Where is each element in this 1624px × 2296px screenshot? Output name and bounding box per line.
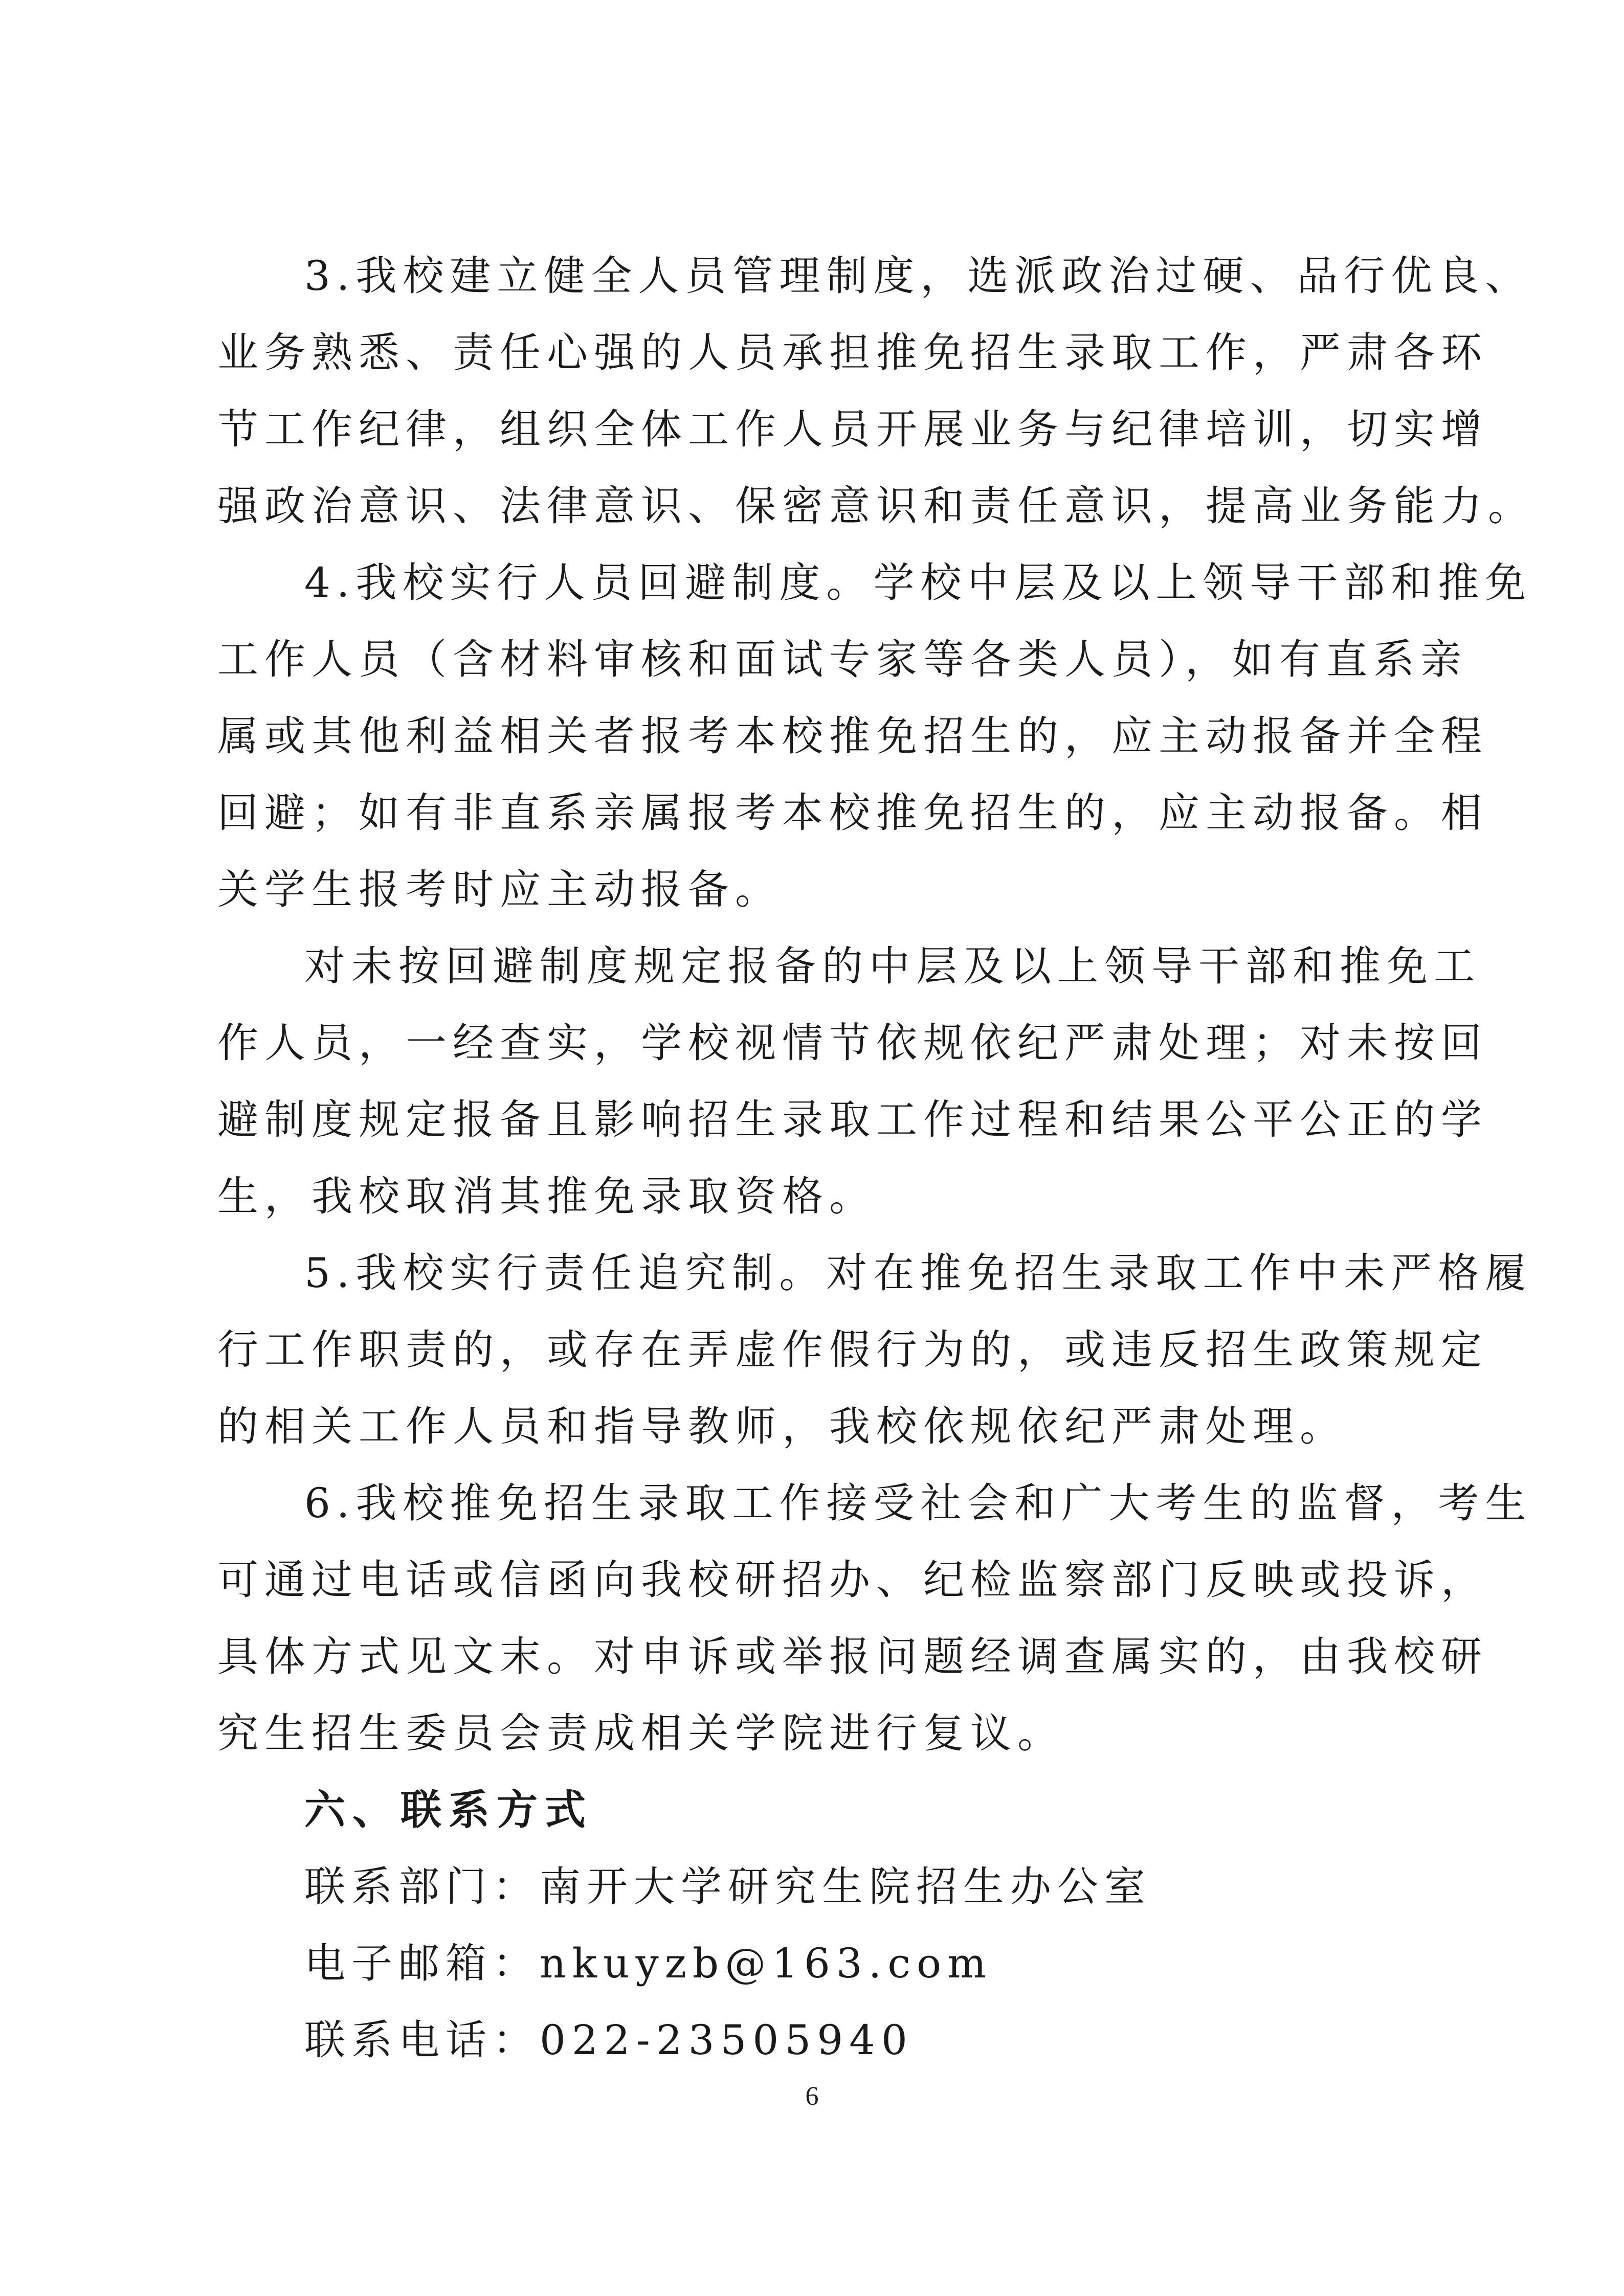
paragraph-6-line-2: 可通过电话或信函向我校研招办、纪检监察部门反映或投诉，	[217, 1556, 1488, 1604]
contact-email: 电子邮箱：nkuyzb@163.com	[304, 1940, 993, 1987]
contact-heading: 六、联系方式	[304, 1786, 593, 1834]
paragraph-avoidance-line-3: 避制度规定报备且影响招生录取工作过程和结果公平公正的学	[217, 1096, 1488, 1143]
paragraph-4-line-1: 4.我校实行人员回避制度。学校中层及以上领导干部和推免	[304, 559, 1532, 606]
paragraph-avoidance-line-2: 作人员，一经查实，学校视情节依规依纪严肃处理；对未按回	[217, 1019, 1488, 1067]
paragraph-4-line-2: 工作人员（含材料审核和面试专家等各类人员），如有直系亲	[217, 636, 1467, 683]
paragraph-3-line-4: 强政治意识、法律意识、保密意识和责任意识，提高业务能力。	[217, 482, 1535, 530]
paragraph-4-line-3: 属或其他利益相关者报考本校推免招生的，应主动报备并全程	[217, 712, 1488, 760]
contact-phone: 联系电话：022-23505940	[304, 2016, 914, 2064]
paragraph-3-line-1: 3.我校建立健全人员管理制度，选派政治过硬、品行优良、	[304, 252, 1532, 300]
paragraph-5-line-1: 5.我校实行责任追究制。对在推免招生录取工作中未严格履	[304, 1249, 1532, 1297]
paragraph-6-line-3: 具体方式见文末。对申诉或举报问题经调查属实的，由我校研	[217, 1633, 1488, 1680]
paragraph-3-line-3: 节工作纪律，组织全体工作人员开展业务与纪律培训，切实增	[217, 406, 1488, 453]
paragraph-5-line-2: 行工作职责的，或存在弄虚作假行为的，或违反招生政策规定	[217, 1326, 1488, 1374]
paragraph-6-line-4: 究生招生委员会责成相关学院进行复议。	[217, 1709, 1064, 1757]
contact-department: 联系部门：南开大学研究生院招生办公室	[304, 1863, 1151, 1910]
paragraph-5-line-3: 的相关工作人员和指导教师，我校依规依纪严肃处理。	[217, 1403, 1347, 1450]
paragraph-3-line-2: 业务熟悉、责任心强的人员承担推免招生录取工作，严肃各环	[217, 329, 1488, 376]
paragraph-6-line-1: 6.我校推免招生录取工作接受社会和广大考生的监督，考生	[304, 1479, 1532, 1527]
page-number: 6	[805, 2082, 819, 2111]
paragraph-avoidance-line-1: 对未按回避制度规定报备的中层及以上领导干部和推免工	[304, 942, 1481, 990]
paragraph-4-line-5: 关学生报考时应主动报备。	[217, 866, 782, 913]
paragraph-4-line-4: 回避；如有非直系亲属报考本校推免招生的，应主动报备。相	[217, 789, 1488, 837]
paragraph-avoidance-line-4: 生，我校取消其推免录取资格。	[217, 1173, 876, 1220]
